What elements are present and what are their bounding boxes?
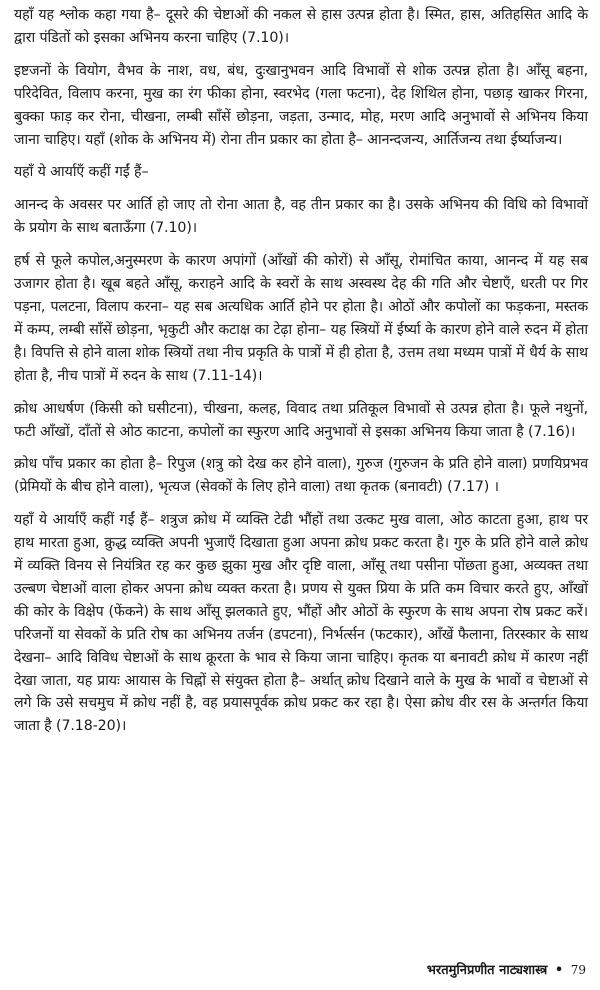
book-title: भरतमुनिप्रणीत नाट्यशास्त्र — [426, 963, 548, 978]
bullet-separator: • — [554, 963, 564, 978]
paragraph-hasa-shloka: यहाँ यह श्लोक कहा गया है– दूसरे की चेष्टाओं की नकल से हास उत्पन्न होता है। स्मित, हास, अतिहसित आदि के द्वारा पंडितों को इसका अभिनय करना चाहिए (7.10)। — [14, 7, 588, 46]
paragraph-aryas-intro: यहाँ ये आर्याएँ कहीं गईं हैं– — [14, 164, 149, 181]
paragraph-krodha: क्रोध आधर्षण (किसी को घसीटना), चीखना, कलह, विवाद तथा प्रतिकूल विभावों से उत्पन्न होता है। फूले नथुनों, फटी आँखों, दाँतों से ओठ काटना, कपोलों का स्फुरण आदि अनुभावों से इसका अभिनय किया जाता है (7.16)। — [14, 400, 588, 440]
paragraph-krodha-aryas: यहाँ ये आर्याएँ कहीं गईं हैं– शत्रुज क्रोध में व्यक्ति टेढी भौंहों तथा उत्कट मुख वाला, ओठ काटता हुआ, हाथ पर हाथ मारता हुआ, क्रुद्ध व्यक्ति अपनी भुजाएँ दिखाता हुआ अपना क्रोध प्रकट करता है। गुरु के प्रति होने वाले क्रोध में व्यक्ति विनय से नियंत्रित रह कर कुछ झुका मुख और दृष्टि वाला, आँसू तथा पसीना पोंछता हुआ, अव्यक्त तथा उल्बण चेष्टाओं वाला होकर अपना क्रोध व्यक्त करता है। प्रणय से युक्त प्रिया के प्रति कम विचार करते हुए, आँखों की कोर के विक्षेप (फेंकने) के साथ आँसू झलकाते हुए, भौंहों और ओठों के स्फुरण के साथ अपना रोष प्रकट करें। परिजनों या सेवकों के प्रति रोष का अभिनय तर्जन (डपटना), निर्भर्त्सन (फटकार), आँखें फैलाना, तिरस्कार के साथ देखना– आदि विविध चेष्टाओं के साथ क्रूरता के भाव से किया जाना चाहिए। कृतक या बनावटी क्रोध में कारण नहीं देखा जाता, यह प्रायः आयास के चिह्नों से संयुक्त होता है– अर्थात् क्रोध दिखाने वाले के मुख के भावों व चेष्टाओं से लगे कि उसे सचमुच में क्रोध नहीं है, वह प्रयासपूर्वक क्रोध प्रकट कर रहा है। ऐसा क्रोध वीर रस के अन्तर्गत किया जाता है (7.18-20)। — [14, 512, 588, 735]
paragraph-ananda: आनन्द के अवसर पर आर्ति हो जाए तो रोना आता है, वह तीन प्रकार का है। उसके अभिनय की विधि को विभावों के प्रयोग के साथ बताऊँगा (7.10)। — [14, 197, 588, 237]
paragraph-krodha-types: क्रोध पाँच प्रकार का होता है– रिपुज (शत्रु को देख कर होने वाला), गुरुज (गुरुजन के प्रति होने वाला) प्रणयिप्रभव (प्रेमियों के बीच होने वाला), भृत्यज (सेवकों के लिए होने वाला) तथा कृतक (बनावटी) (7.17) । — [14, 456, 588, 496]
paragraph-shoka: इष्टजनों के वियोग, वैभव के नाश, वध, बंध, दुःखानुभवन आदि विभावों से शोक उत्पन्न होता है। आँसू बहना, परिदेवित, विलाप करना, मुख का रंग फीका होना, स्वरभेद (गला फटना), देह शिथिल होना, पछाड़ खाकर गिरना, बुक्का फाड़ कर रोना, चीखना, लम्बी साँसें छोड़ना, जड़ता, उन्माद, मोह, मरण आदि अनुभावों से अभिनय किया जाना चाहिए। यहाँ (शोक के अभिनय में) रोना तीन प्रकार का होता है– आनन्दजन्य, आर्तिजन्य तथा ईर्ष्याजन्य। — [14, 62, 588, 148]
page-footer — [427, 960, 586, 978]
paragraph-harsha: हर्ष से फूले कपोल,अनुस्मरण के कारण अपांगों (आँखों की कोरों) से आँसू, रोमांचित काया, आनन्द में यह सब उजागर होता है। खूब बहते आँसू, कराहने आदि के स्वरों के साथ अस्वस्थ देह की गति और चेष्टाएँ, धरती पर गिर पड़ना, पलटना, विलाप करना– यह सब अत्यधिक आर्ति होने पर होता है। ओठों और कपोलों का फड़कना, मस्तक में कम्प, लम्बी साँसें छोड़ना, भृकुटी और कटाक्ष का टेढ़ा होना– यह स्त्रियों में ईर्ष्या के कारण होने वाले रुदन में होता है। विपत्ति से होने वाला शोक स्त्रियों तथा नीच प्रकृति के पात्रों में ही होता है, उत्तम तथा मध्यम पात्रों में धैर्य के साथ होता है, नीच पात्रों में रुदन के साथ (7.11-14)। — [14, 253, 588, 384]
page-number: 79 — [570, 963, 586, 977]
